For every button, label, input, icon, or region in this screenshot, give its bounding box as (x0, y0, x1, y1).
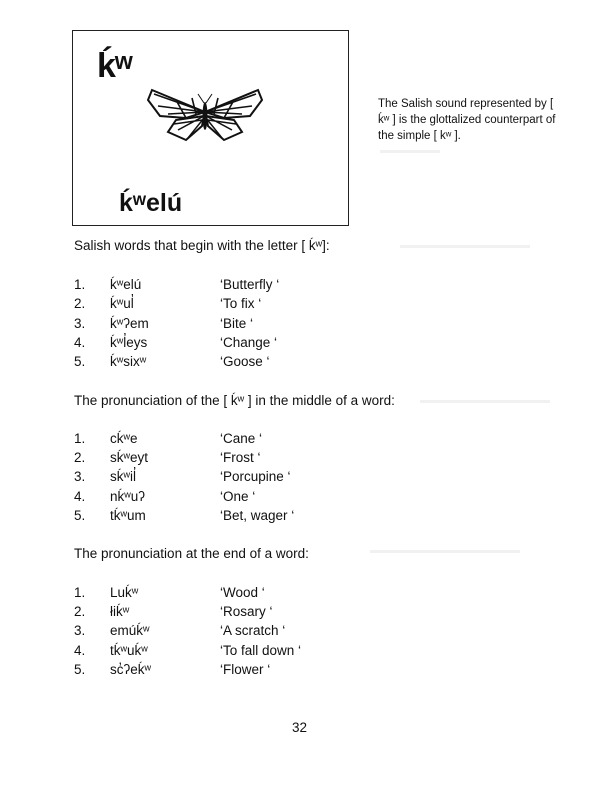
bleed-through-mark (370, 550, 520, 553)
english-gloss: ‘A scratch ‘ (220, 623, 286, 638)
english-gloss: ‘Cane ‘ (220, 431, 263, 446)
card-letter (97, 47, 132, 86)
salish-word: nḱʷuʔ (110, 489, 146, 504)
illustration-card (72, 30, 349, 226)
item-number: 3. (74, 469, 86, 484)
item-number: 1. (74, 585, 86, 600)
card-word-text: ḱʷelú (119, 189, 183, 217)
bleed-through-mark (420, 400, 550, 403)
salish-word: tḱʷuḱʷ (110, 643, 148, 658)
salish-word: sc̓ʔeḱʷ (110, 662, 152, 677)
item-number: 3. (74, 623, 86, 638)
salish-word: sḱʷil̓ (110, 469, 136, 484)
sound-caption: The Salish sound represented by [ ḱʷ ] is the glottalized counterpart of the simple [ kʷ ]. (378, 98, 556, 142)
item-number: 4. (74, 489, 86, 504)
item-number: 5. (74, 508, 86, 523)
salish-word: ḱʷelú (110, 277, 142, 292)
bleed-through-mark (400, 245, 530, 248)
item-number: 2. (74, 296, 86, 311)
english-gloss: ‘Wood ‘ (220, 585, 265, 600)
item-number: 2. (74, 450, 86, 465)
section-heading-final: The pronunciation at the end of a word: (74, 546, 309, 561)
item-number: 1. (74, 431, 86, 446)
item-number: 4. (74, 335, 86, 350)
english-gloss: ‘Goose ‘ (220, 354, 270, 369)
salish-word: ḱʷʔem (110, 316, 149, 331)
salish-word: sḱʷeyt (110, 450, 149, 465)
butterfly-icon (146, 86, 264, 142)
salish-word: emúḱʷ (110, 623, 150, 638)
salish-word: Luḱʷ (110, 585, 139, 600)
english-gloss: ‘Porcupine ‘ (220, 469, 291, 484)
salish-word: ḱʷl̓eys (110, 335, 148, 350)
section-heading-middle: The pronunciation of the [ ḱʷ ] in the middle of a word: (74, 393, 395, 408)
item-number: 5. (74, 662, 86, 677)
card-letter-text: ḱʷ (97, 47, 132, 85)
english-gloss: ‘Change ‘ (220, 335, 278, 350)
item-number: 1. (74, 277, 86, 292)
salish-word: ḱʷul̓ (110, 296, 134, 311)
english-gloss: ‘Bet, wager ‘ (220, 508, 295, 523)
salish-word: cḱʷe (110, 431, 138, 446)
section-heading-initial: Salish words that begin with the letter [ ḱʷ]: (74, 238, 330, 253)
english-gloss: ‘Butterfly ‘ (220, 277, 280, 292)
page-number: 32 (292, 720, 308, 735)
english-gloss: ‘To fall down ‘ (220, 643, 302, 658)
salish-word: ḱʷsixʷ (110, 354, 147, 369)
bleed-through-mark (380, 150, 440, 153)
english-gloss: ‘Frost ‘ (220, 450, 261, 465)
item-number: 3. (74, 316, 86, 331)
english-gloss: ‘Bite ‘ (220, 316, 254, 331)
english-gloss: ‘One ‘ (220, 489, 256, 504)
salish-word: tḱʷum (110, 508, 146, 523)
item-number: 2. (74, 604, 86, 619)
salish-word: łiḱʷ (110, 604, 130, 619)
english-gloss: ‘Flower ‘ (220, 662, 271, 677)
english-gloss: ‘Rosary ‘ (220, 604, 273, 619)
item-number: 5. (74, 354, 86, 369)
english-gloss: ‘To fix ‘ (220, 296, 262, 311)
card-example-word (119, 189, 182, 218)
item-number: 4. (74, 643, 86, 658)
